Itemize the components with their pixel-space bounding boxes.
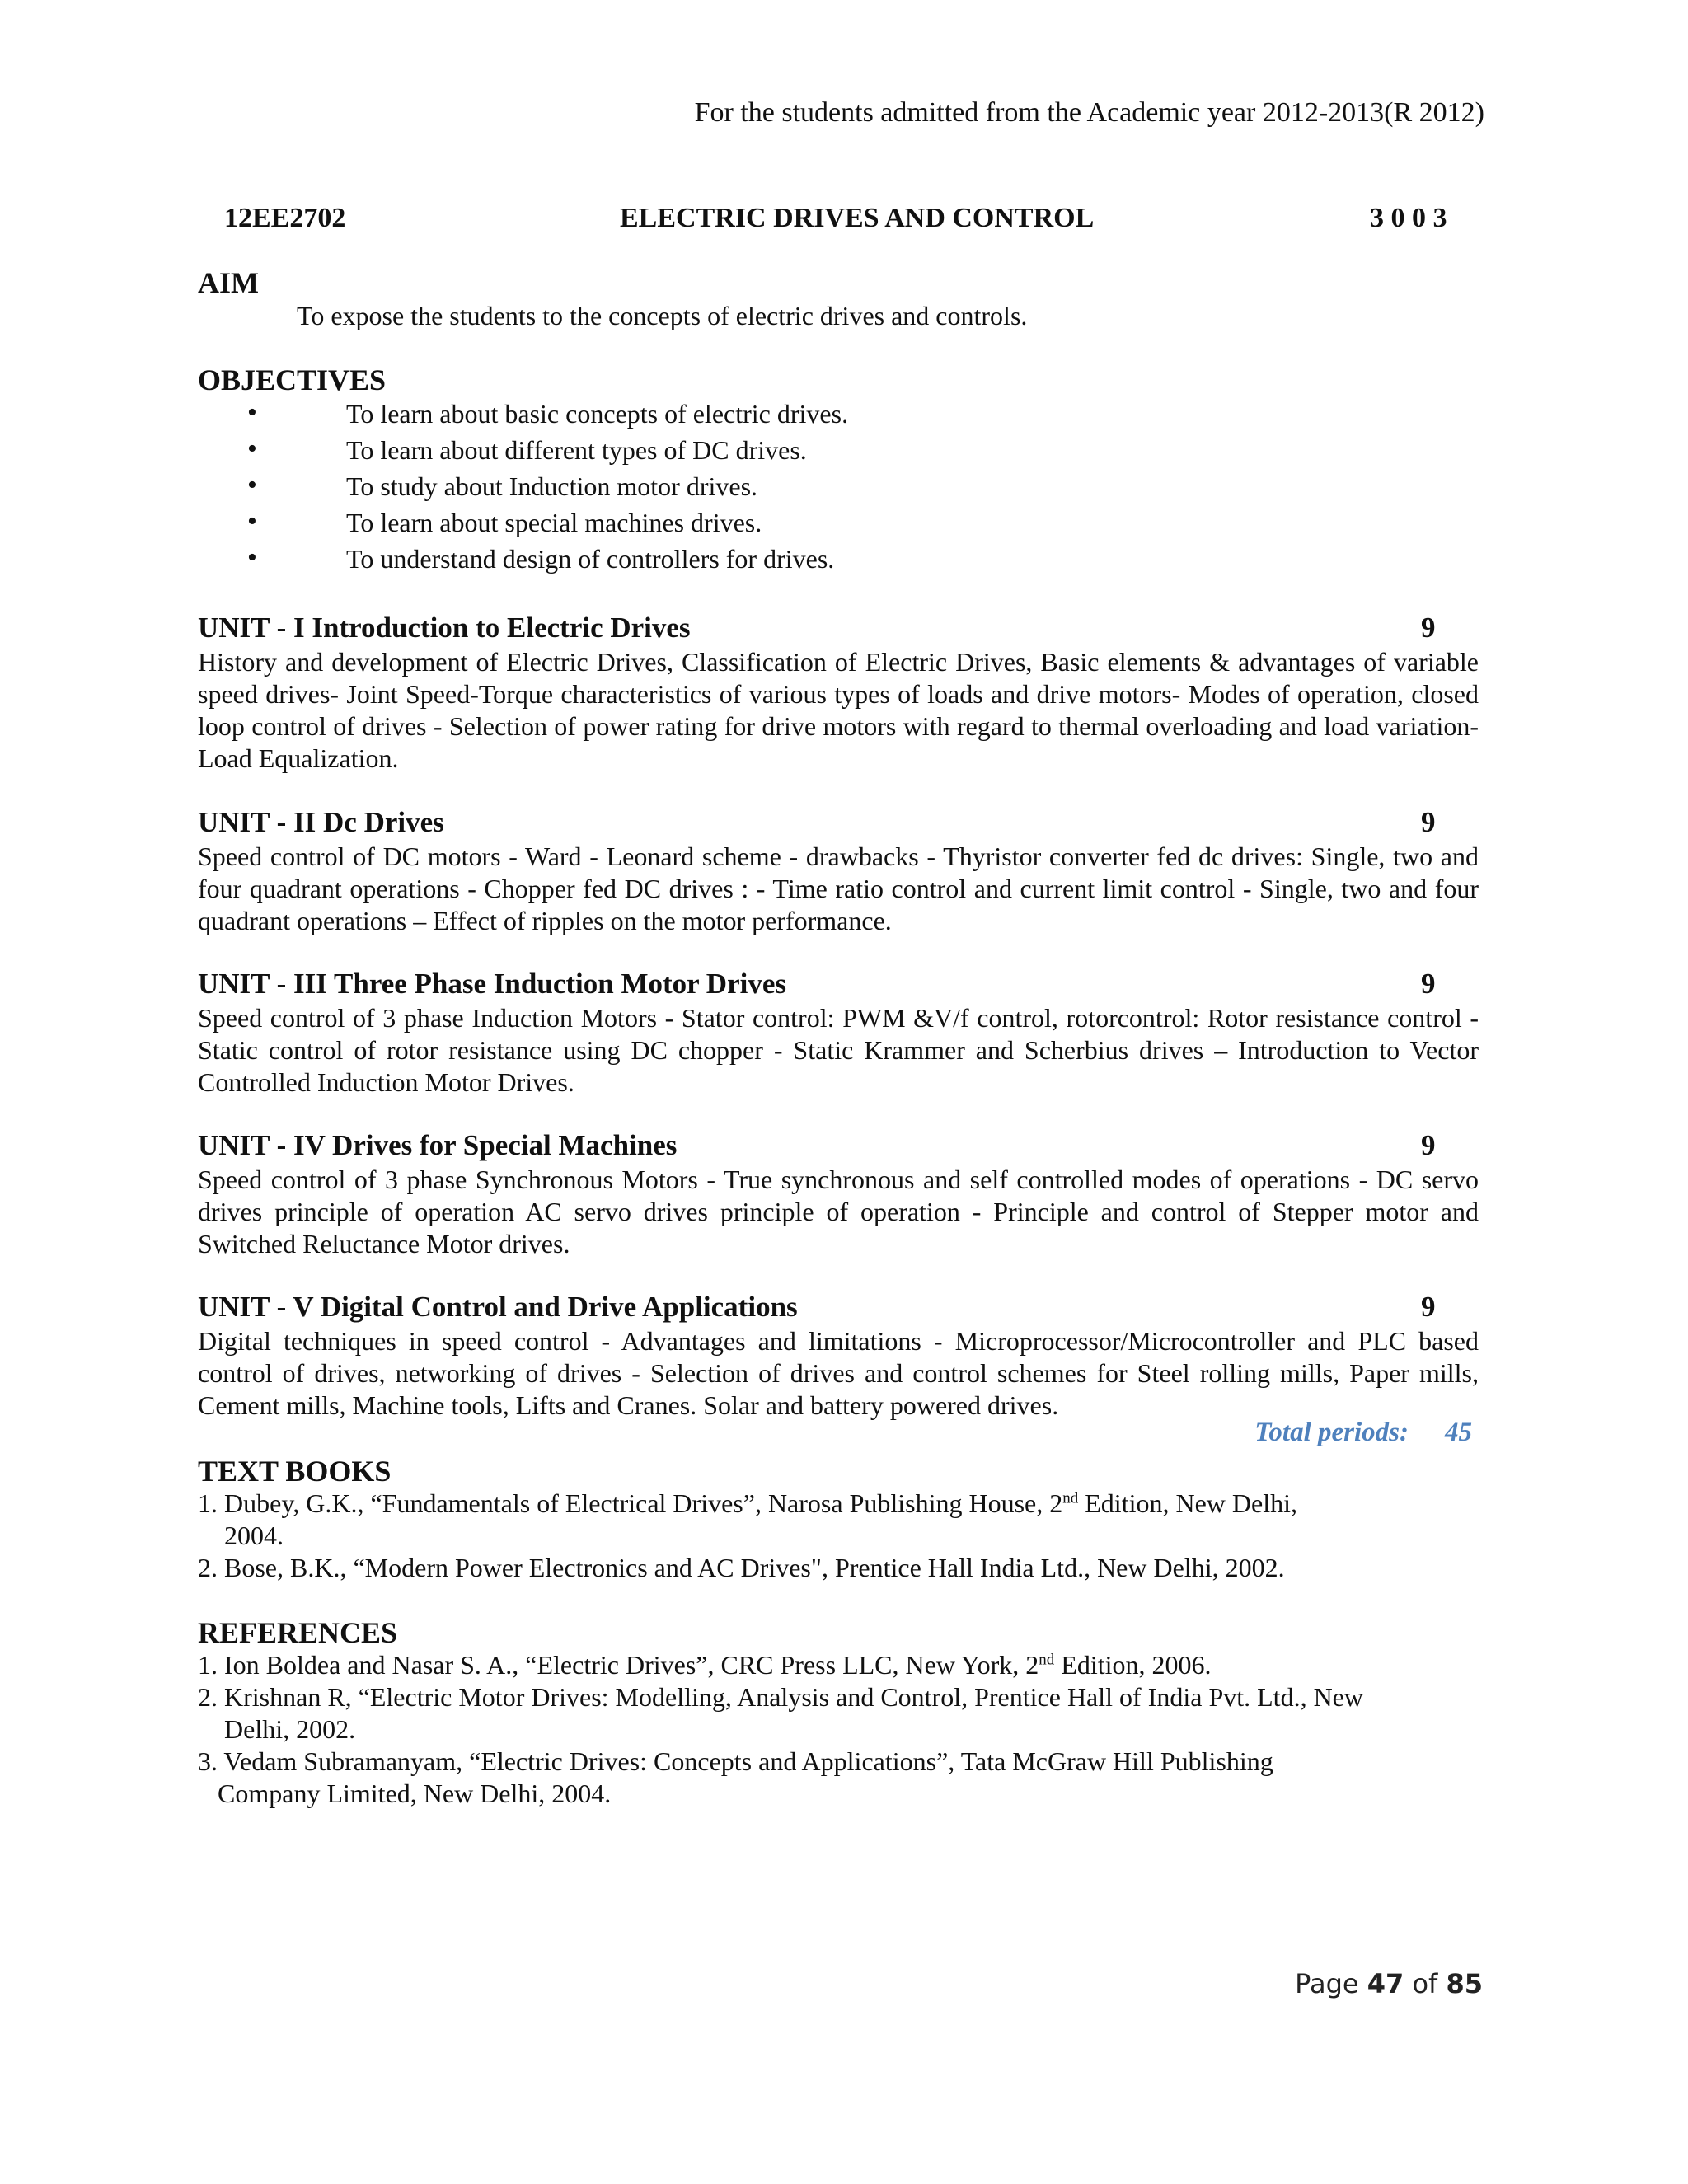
unit-2-title: UNIT - II Dc Drives bbox=[198, 806, 444, 838]
unit-1-hours: 9 bbox=[1421, 612, 1436, 644]
text-book-1-text: 1. Dubey, G.K., “Fundamentals of Electrical Drives”, Narosa Publishing House, 2 bbox=[198, 1488, 1063, 1518]
unit-1-body: History and development of Electric Drives, Classification of Electric Drives, Basic elements & advantages of variable speed drives- Joint Speed-Torque characteristics of various types of loads and drive motors- Modes of operation, closed loop control of drives - Selection of power rating for drive motors with regard to thermal overloading and load variation-Load Equalization. bbox=[198, 647, 1479, 773]
text-book-1-cont: 2004. bbox=[224, 1521, 284, 1550]
total-periods bbox=[1254, 1418, 1472, 1448]
text-book-1 bbox=[198, 1488, 1297, 1519]
page-word: Page bbox=[1295, 1968, 1359, 1999]
unit-5-body: Digital techniques in speed control - Advantages and limitations - Microprocessor/Microcontroller and PLC based control of drives, networking of drives - Selection of drives and control schemes for Steel rolling mills, Paper mills, Cement mills, Machine tools, Lifts and Cranes. Solar and battery powered drives. bbox=[198, 1326, 1479, 1420]
course-credits: 3 0 0 3 bbox=[1370, 203, 1447, 233]
objective-text: To learn about basic concepts of electric drives. bbox=[346, 399, 849, 429]
aim-heading: AIM bbox=[198, 266, 259, 299]
unit-4-hours: 9 bbox=[1421, 1129, 1436, 1161]
reference-3: 3. Vedam Subramanyam, “Electric Drives: Concepts and Applications”, Tata McGraw Hill Publishing bbox=[198, 1746, 1273, 1776]
unit-3-title: UNIT - III Three Phase Induction Motor Drives bbox=[198, 968, 786, 1000]
admission-note: For the students admitted from the Academic year 2012-2013(R 2012) bbox=[694, 97, 1484, 128]
total-pages: 85 bbox=[1446, 1968, 1483, 1999]
bullet-icon: • bbox=[247, 434, 257, 464]
bullet-icon: • bbox=[247, 470, 257, 500]
objective-text: To understand design of controllers for drives. bbox=[346, 544, 835, 574]
course-title: ELECTRIC DRIVES AND CONTROL bbox=[620, 203, 1095, 233]
unit-2-hours: 9 bbox=[1421, 806, 1436, 838]
unit-4-body: Speed control of 3 phase Synchronous Motors - True synchronous and self controlled modes of operations - DC servo drives principle of operation AC servo drives principle of operation - Principle and control of Stepper motor and Switched Reluctance Motor drives. bbox=[198, 1165, 1479, 1258]
reference-1-text: 1. Ion Boldea and Nasar S. A., “Electric Drives”, CRC Press LLC, New York, 2 bbox=[198, 1650, 1039, 1680]
page-number bbox=[1295, 1968, 1483, 1999]
references-heading: REFERENCES bbox=[198, 1616, 398, 1649]
bullet-icon: • bbox=[247, 397, 257, 428]
ordinal-suffix: nd bbox=[1062, 1489, 1079, 1507]
reference-3-cont: Company Limited, New Delhi, 2004. bbox=[218, 1779, 612, 1808]
total-periods-label: Total periods: bbox=[1254, 1418, 1409, 1447]
bullet-icon: • bbox=[247, 506, 257, 537]
reference-1 bbox=[198, 1650, 1212, 1680]
reference-2: 2. Krishnan R, “Electric Motor Drives: Modelling, Analysis and Control, Prentice Hall of India Pvt. Ltd., New bbox=[198, 1682, 1363, 1712]
course-code: 12EE2702 bbox=[224, 203, 346, 233]
of-word: of bbox=[1412, 1968, 1438, 1999]
objective-text: To learn about special machines drives. bbox=[346, 508, 762, 537]
unit-4-title: UNIT - IV Drives for Special Machines bbox=[198, 1129, 678, 1161]
unit-5-title: UNIT - V Digital Control and Drive Applications bbox=[198, 1291, 798, 1323]
reference-1-text-end: Edition, 2006. bbox=[1054, 1650, 1212, 1680]
objective-text: To learn about different types of DC drives. bbox=[346, 435, 807, 465]
aim-text: To expose the students to the concepts of electric drives and controls. bbox=[297, 301, 1028, 330]
unit-3-body: Speed control of 3 phase Induction Motors - Stator control: PWM &V/f control, rotorcontrol: Rotor resistance control - Static control of rotor resistance using DC chopper - Static Krammer and Scherbius drives – Introduction to Vector Controlled Induction Motor Drives. bbox=[198, 1003, 1479, 1097]
objectives-heading: OBJECTIVES bbox=[198, 363, 387, 396]
text-book-1-text-end: Edition, New Delhi, bbox=[1078, 1488, 1297, 1518]
current-page: 47 bbox=[1367, 1968, 1404, 1999]
unit-3-hours: 9 bbox=[1421, 968, 1436, 1000]
total-periods-value: 45 bbox=[1445, 1418, 1472, 1447]
text-books-heading: TEXT BOOKS bbox=[198, 1455, 392, 1488]
unit-1-title: UNIT - I Introduction to Electric Drives bbox=[198, 612, 691, 644]
unit-5-hours: 9 bbox=[1421, 1291, 1436, 1323]
ordinal-suffix: nd bbox=[1039, 1651, 1055, 1669]
unit-2-body: Speed control of DC motors - Ward - Leonard scheme - drawbacks - Thyristor converter fed dc drives: Single, two and four quadrant operations - Chopper fed DC drives : - Time ratio control and current limit control - Single, two and four quadrant operations – Effect of ripples on the motor performance. bbox=[198, 841, 1479, 935]
reference-2-cont: Delhi, 2002. bbox=[224, 1714, 356, 1744]
objective-text: To study about Induction motor drives. bbox=[346, 471, 758, 501]
bullet-icon: • bbox=[247, 542, 257, 573]
text-book-2: 2. Bose, B.K., “Modern Power Electronics and AC Drives", Prentice Hall India Ltd., New Delhi, 2002. bbox=[198, 1553, 1285, 1582]
